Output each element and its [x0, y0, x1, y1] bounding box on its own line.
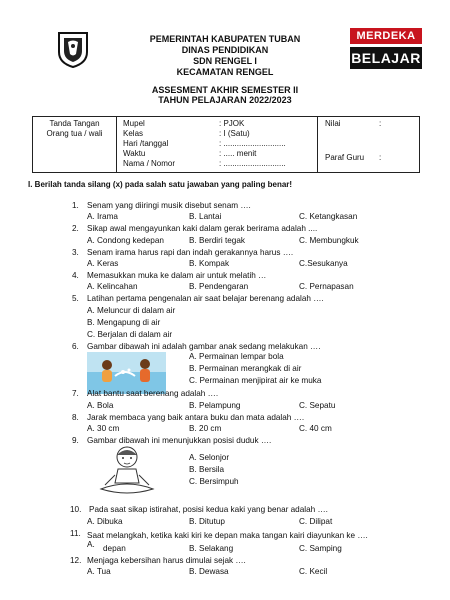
question-text: Jarak membaca yang baik antara buku dan mata adalah …. — [87, 413, 305, 422]
answer-option[interactable]: A. Condong kedepan — [87, 236, 164, 245]
answer-option[interactable]: C. Ketangkasan — [299, 212, 358, 221]
answer-option[interactable]: B. Mengapung di air — [87, 318, 161, 327]
question-number: 11. — [70, 529, 81, 538]
answer-option[interactable]: C. Bersimpuh — [189, 477, 239, 486]
question-number: 10. — [70, 505, 82, 514]
answer-option[interactable]: C. Berjalan di dalam air — [87, 330, 173, 339]
answer-option[interactable]: B. Pelampung — [189, 401, 241, 410]
exam-title — [0, 85, 450, 105]
answer-option[interactable]: B. Lantai — [189, 212, 222, 221]
question-text: Pada saat sikap istirahat, posisi kedua kaki yang benar adalah …. — [89, 505, 328, 514]
answer-option[interactable]: C. Kecil — [299, 567, 328, 576]
answer-option[interactable]: C. Dilipat — [299, 517, 333, 526]
signature-label-1: Tanda Tangan — [49, 119, 100, 128]
logo-top-text: MERDEKA — [350, 28, 422, 44]
answer-option[interactable]: B. Kompak — [189, 259, 230, 268]
child-sitting-illustration — [87, 445, 167, 497]
answer-option[interactable]: B. Permainan merangkak di air — [189, 364, 302, 373]
answer-option[interactable]: A. Irama — [87, 212, 118, 221]
answer-option[interactable]: A. Bola — [87, 401, 114, 410]
merdeka-belajar-logo — [350, 28, 422, 72]
field-value-subject: : PJOK — [219, 119, 245, 128]
exam-title-line1: ASSESMENT AKHIR SEMESTER II — [151, 85, 299, 95]
logo-bottom-text: BELAJAR — [350, 47, 422, 69]
question-text: Senam yang diiringi musik disebut senam …. — [87, 201, 251, 210]
exam-info-cell — [117, 117, 318, 172]
answer-option[interactable]: B. Dewasa — [189, 567, 229, 576]
answer-option[interactable]: A. Keras — [87, 259, 119, 268]
question-number: 6. — [72, 342, 79, 351]
field-value-class: : I (Satu) — [219, 129, 250, 138]
question-text: Memasukkan muka ke dalam air untuk melatih … — [87, 271, 267, 280]
question-text: Latihan pertama pengenalan air saat belajar berenang adalah …. — [87, 294, 324, 303]
field-label-date: Hari /tanggal — [123, 139, 169, 148]
answer-option[interactable]: A. Selonjor — [189, 453, 230, 462]
field-label-subject: Mupel — [123, 119, 145, 128]
answer-option[interactable]: C. Sepatu — [299, 401, 336, 410]
question-number: 2. — [72, 224, 79, 233]
answer-option[interactable]: B. 20 cm — [189, 424, 222, 433]
answer-option[interactable]: C. Membungkuk — [299, 236, 359, 245]
question-number: 5. — [72, 294, 79, 303]
question-number: 9. — [72, 436, 79, 445]
children-splashing-water-illustration — [87, 352, 166, 394]
field-label-name: Nama / Nomor — [123, 159, 176, 168]
instruction-text: I. Berilah tanda silang (x) pada salah satu jawaban yang paling benar! — [28, 180, 293, 189]
field-label-time: Waktu — [123, 149, 146, 158]
header-line-department: DINAS PENDIDIKAN — [181, 45, 269, 55]
question-text: Sikap awal mengayunkan kaki dalam gerak berirama adalah .... — [87, 224, 318, 233]
answer-option[interactable]: B. Bersila — [189, 465, 225, 474]
answer-option[interactable]: C. Permainan menjipirat air ke muka — [189, 376, 322, 385]
question-text: Gambar dibawah ini adalah gambar anak sedang melakukan …. — [87, 342, 321, 351]
header-line-district: KECAMATAN RENGEL — [176, 67, 274, 77]
field-value-date: : ............................ — [219, 139, 286, 148]
score-cell — [317, 117, 419, 172]
answer-option[interactable]: B. Berdiri tegak — [189, 236, 245, 245]
question-text: Alat bantu saat berenang adalah …. — [87, 389, 219, 398]
answer-option[interactable]: C. Pernapasan — [299, 282, 354, 291]
question-text: Senam irama harus rapi dan indah gerakannya harus …. — [87, 248, 294, 257]
teacher-initial-colon: : — [379, 153, 382, 162]
answer-option[interactable]: B. Pendengaran — [189, 282, 249, 291]
score-colon: : — [379, 119, 382, 128]
field-value-name: : ............................ — [219, 159, 286, 168]
field-value-time: : ..... menit — [219, 149, 257, 158]
question-number: 4. — [72, 271, 79, 280]
student-identity-box — [32, 116, 420, 173]
answer-option[interactable]: B. Ditutup — [189, 517, 225, 526]
answer-option[interactable]: A. Dibuka — [87, 517, 123, 526]
question-number: 8. — [72, 413, 79, 422]
question-number: 12. — [70, 556, 82, 565]
question-number: 1. — [72, 201, 79, 210]
question-text: Saat melangkah, ketika kaki kiri ke depan maka tangan kairi diayunkan ke …. — [87, 531, 368, 540]
answer-option[interactable]: A. Meluncur di dalam air — [87, 306, 176, 315]
answer-option[interactable]: C. Samping — [299, 544, 342, 553]
answer-option[interactable]: C.Sesukanya — [299, 259, 348, 268]
answer-option[interactable]: A. Permainan lempar bola — [189, 352, 284, 361]
question-number: 7. — [72, 389, 79, 398]
answer-option[interactable]: A. Kelincahan — [87, 282, 138, 291]
question-text: Gambar dibawah ini menunjukkan posisi duduk …. — [87, 436, 272, 445]
answer-option[interactable]: A. 30 cm — [87, 424, 120, 433]
header-line-government: PEMERINTAH KABUPATEN TUBAN — [149, 34, 301, 44]
score-label: Nilai — [325, 119, 341, 128]
answer-option[interactable]: C. 40 cm — [299, 424, 332, 433]
exam-title-line2: TAHUN PELAJARAN 2022/2023 — [158, 95, 292, 105]
answer-option[interactable]: A. — [87, 540, 95, 549]
signature-label-2: Orang tua / wali — [46, 129, 103, 138]
question-text: Menjaga kebersihan harus dimulai sejak …. — [87, 556, 246, 565]
answer-option[interactable]: depan — [103, 544, 126, 553]
question-number: 3. — [72, 248, 79, 257]
answer-option[interactable]: B. Selakang — [189, 544, 234, 553]
answer-option[interactable]: A. Tua — [87, 567, 111, 576]
field-label-class: Kelas — [123, 129, 144, 138]
teacher-initial-label: Paraf Guru — [325, 153, 365, 162]
parent-signature-cell — [33, 117, 117, 172]
header-line-school: SDN RENGEL I — [193, 56, 257, 66]
